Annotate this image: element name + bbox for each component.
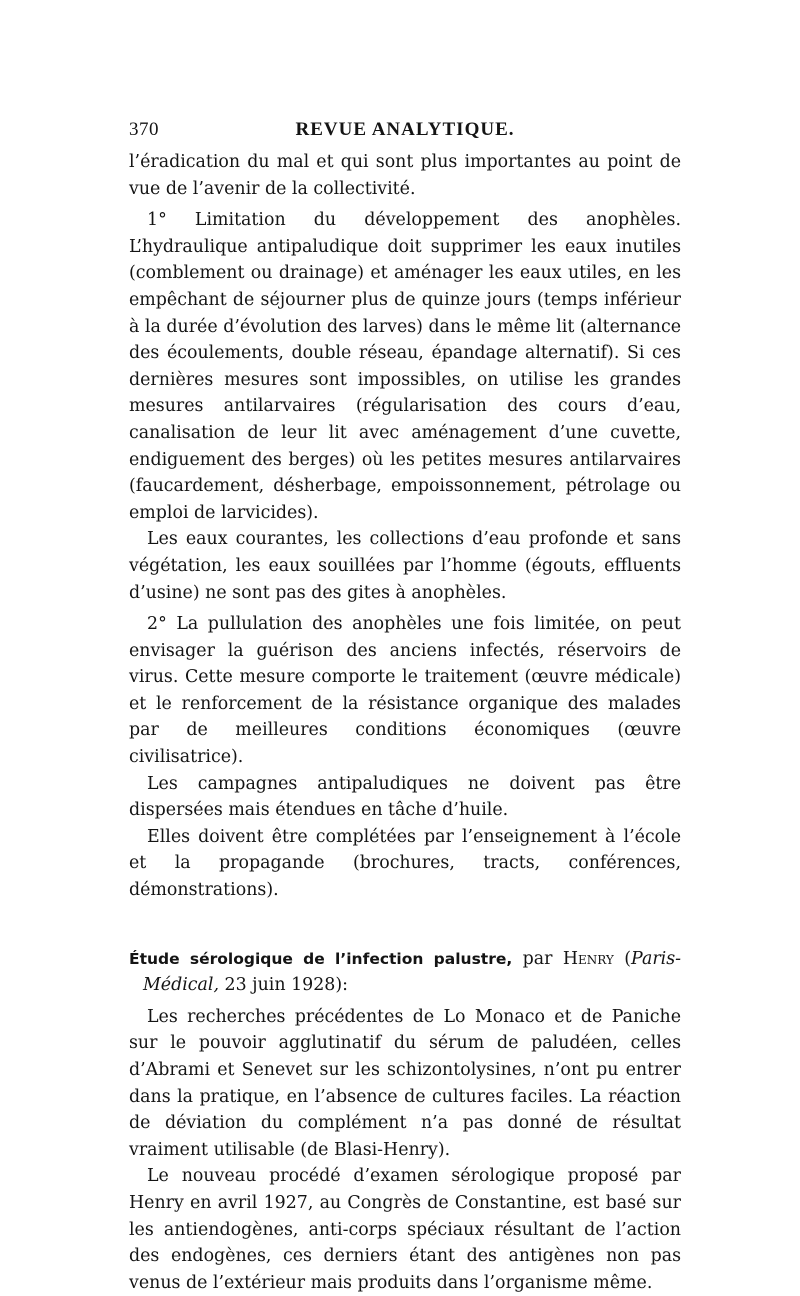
review-journal: Paris-Médical, bbox=[143, 948, 681, 996]
paragraph-teaching: Elles doivent être complétées par l’enseignement à l’école et la propagande (brochures, tracts, conférences, démonstrations). bbox=[129, 826, 681, 901]
document-page bbox=[129, 119, 681, 1296]
running-head bbox=[129, 119, 681, 149]
paragraph-new-procedure: Le nouveau procédé d’examen sérologique proposé par Henry en avril 1927, au Congrès de Constantine, est basé sur les antiendogènes, anti-corps spéciaux résultant de l’action des endogènes, ces derniers étant des antigènes non pas venus de l’extérieur mais produits dans l’organisme même. bbox=[129, 1166, 681, 1293]
paragraph-continuation: l’éradication du mal et qui sont plus importantes au point de vue de l’avenir de la collectivité. bbox=[129, 152, 681, 199]
review-by: par bbox=[512, 948, 563, 969]
review-heading bbox=[129, 946, 681, 999]
review-author: Henry bbox=[562, 948, 614, 969]
review-title: Étude sérologique de l’infection palustre, bbox=[129, 949, 513, 968]
paragraph-running-waters: Les eaux courantes, les collections d’eau profonde et sans végétation, les eaux souillées par l’homme (égouts, effluents d’usine) ne sont pas des gites à anophèles. bbox=[129, 529, 681, 603]
paragraph-previous-research: Les recherches précédentes de Lo Monaco et de Paniche sur le pouvoir agglutinatif du sérum de paludéen, celles d’Abrami et Senevet sur les schizontolysines, n’ont pu entrer dans la pratique, en l’absence de cultures faciles. La réaction de déviation du complément n’a pas donné de résultat vraiment utilisable (de Blasi-Henry). bbox=[129, 1006, 681, 1160]
review-open-paren: ( bbox=[613, 948, 632, 969]
review-date: 23 juin 1928): bbox=[219, 975, 348, 996]
paragraph-campaigns: Les campagnes antipaludiques ne doivent pas être dispersées mais étendues en tâche d’huile. bbox=[129, 773, 681, 821]
paragraph-anopheles-limitation: 1° Limitation du développement des anophèles. L’hydraulique antipaludique doit supprimer les eaux inutiles (comblement ou drainage) et aménager les eaux utiles, en les empêchant de séjourner plus de quinze jours (temps inférieur à la durée d’évolution des larves) dans le même lit (alternance des écoulements, double réseau, épandage alternatif). Si ces dernières mesures sont impossibles, on utilise les grandes mesures antilarvaires (régularisation des cours d’eau, canalisation de leur lit avec aménagement d’une cuvette, endiguement des berges) où les petites mesures antilarvaires (faucardement, désherbage, empoissonnement, pétrolage ou emploi de larvicides). bbox=[129, 210, 681, 523]
page-number: 370 bbox=[129, 119, 159, 140]
running-title: REVUE ANALYTIQUE. bbox=[295, 119, 515, 140]
paragraph-healing-infected: 2° La pullulation des anophèles une fois limitée, on peut envisager la guérison des anciens infectés, réservoirs de virus. Cette mesure comporte le traitement (œuvre médicale) et le renforcement de la résistance organique des malades par de meilleures conditions économiques (œuvre civilisatrice). bbox=[129, 614, 681, 768]
